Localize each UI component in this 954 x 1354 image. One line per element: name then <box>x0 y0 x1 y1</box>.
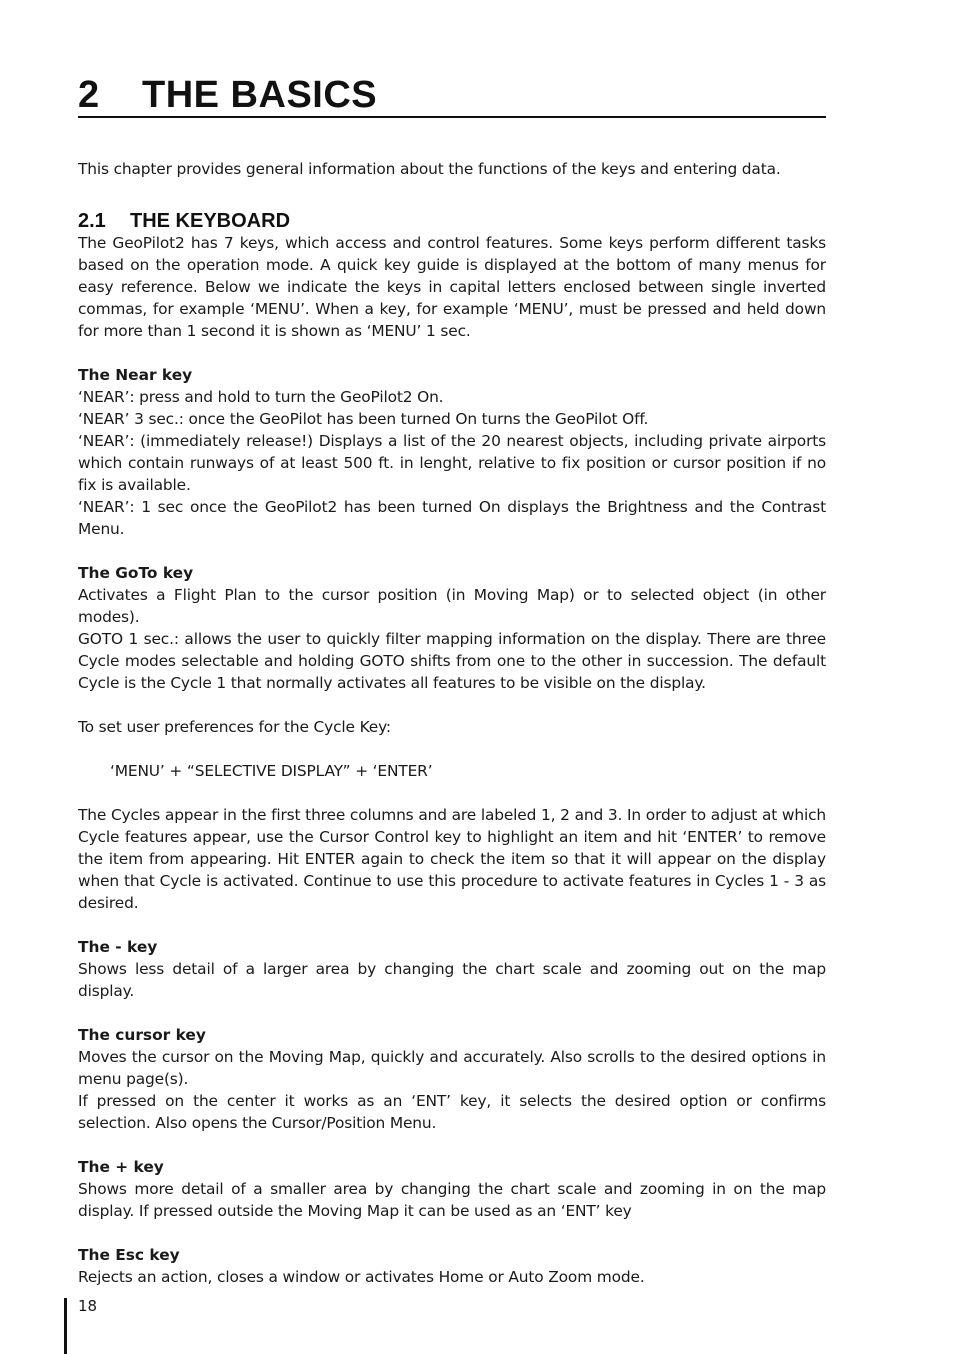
near-key-text-1: ‘NEAR’: press and hold to turn the GeoPilot2 On. <box>78 388 444 406</box>
cursor-key-text-2: If pressed on the center it works as an ‘ENT’ key, it selects the desired option or confirms selection. Also opens the Cursor/Position Menu. <box>78 1092 826 1132</box>
goto-key-text-5: The Cycles appear in the first three columns and are labeled 1, 2 and 3. In order to adjust at which Cycle features appear, use the Cursor Control key to highlight an item and hit ‘ENTER’ to remove the item from appearing. Hit ENTER again to check the item so that it will appear on the display when that Cycle is activated. Continue to use this procedure to activate features in Cycles 1 - 3 as desired. <box>78 806 826 912</box>
section-title: THE KEYBOARD <box>130 210 291 232</box>
goto-key-heading: The GoTo key <box>78 564 194 582</box>
esc-key-text-1: Rejects an action, closes a window or activates Home or Auto Zoom mode. <box>78 1268 645 1286</box>
near-key-text-3: ‘NEAR’: (immediately release!) Displays a list of the 20 nearest objects, including private airports which contain runways of at least 500 ft. in lenght, relative to fix position or cursor position if no fix is available. <box>78 432 826 494</box>
chapter-number: 2 <box>78 74 100 116</box>
goto-key-text-3: To set user preferences for the Cycle Key: <box>78 718 391 736</box>
section-number: 2.1 <box>78 210 106 232</box>
page-number: 18 <box>78 1297 98 1315</box>
chapter-title: THE BASICS <box>142 74 378 116</box>
cursor-key-text-1: Moves the cursor on the Moving Map, quickly and accurately. Also scrolls to the desired options in menu page(s). <box>78 1048 826 1088</box>
esc-key-heading: The Esc key <box>78 1246 180 1264</box>
intro-paragraph: This chapter provides general information about the functions of the keys and entering data. <box>78 160 781 178</box>
chapter-heading <box>78 70 826 118</box>
minus-key-text-1: Shows less detail of a larger area by changing the chart scale and zooming out on the map display. <box>78 960 826 1000</box>
minus-key-heading: The - key <box>78 938 158 956</box>
near-key-text-4: ‘NEAR’: 1 sec once the GeoPilot2 has been turned On displays the Brightness and the Contrast Menu. <box>78 498 826 538</box>
section-heading <box>78 210 826 232</box>
plus-key-text-1: Shows more detail of a smaller area by changing the chart scale and zooming in on the map display. If pressed outside the Moving Map it can be used as an ‘ENT’ key <box>78 1180 826 1220</box>
near-key-heading: The Near key <box>78 366 193 384</box>
near-key-text-2: ‘NEAR’ 3 sec.: once the GeoPilot has been turned On turns the GeoPilot Off. <box>78 410 649 428</box>
page-margin-bar <box>64 1298 67 1354</box>
menu-path: ‘MENU’ + “SELECTIVE DISPLAY” + ‘ENTER’ <box>110 762 433 780</box>
plus-key-heading: The + key <box>78 1158 164 1176</box>
goto-key-text-2: GOTO 1 sec.: allows the user to quickly filter mapping information on the display. There are three Cycle modes selectable and holding GOTO shifts from one to the other in succession. The default Cycle is the Cycle 1 that normally activates all features to be visible on the display. <box>78 630 826 692</box>
section-paragraph: The GeoPilot2 has 7 keys, which access and control features. Some keys perform different tasks based on the operation mode. A quick key guide is displayed at the bottom of many menus for easy reference. Below we indicate the keys in capital letters enclosed between single inverted commas, for example ‘MENU’. When a key, for example ‘MENU’, must be pressed and held down for more than 1 second it is shown as ‘MENU’ 1 sec. <box>78 234 826 340</box>
page-body <box>78 70 826 1288</box>
cursor-key-heading: The cursor key <box>78 1026 206 1044</box>
goto-key-text-1: Activates a Flight Plan to the cursor position (in Moving Map) or to selected object (in other modes). <box>78 586 826 626</box>
